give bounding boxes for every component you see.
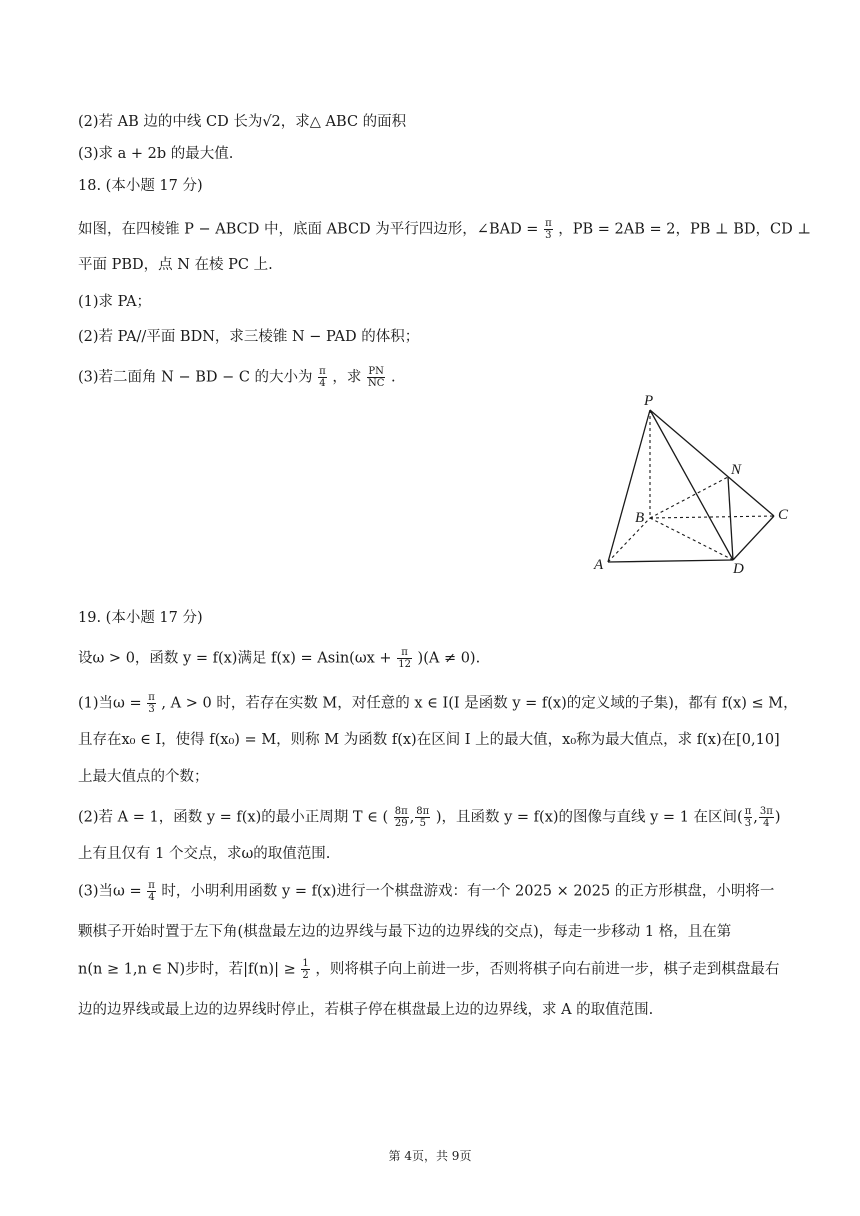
fraction-numerator: π xyxy=(744,806,752,817)
fraction-denominator: NC xyxy=(367,378,385,389)
label-A: A xyxy=(594,557,604,573)
omega-fraction xyxy=(147,880,156,903)
omega-fraction xyxy=(147,692,156,715)
fraction-denominator: 3 xyxy=(744,818,752,829)
q17-part3: (3)求 a + 2b 的最大值. xyxy=(78,146,234,162)
edge-PD xyxy=(650,410,733,560)
q19-p3-text-a: n(n ≥ 1,n ∈ N)步时，若|f(n)| ≥ xyxy=(78,961,296,978)
label-C: C xyxy=(778,507,789,523)
fraction-denominator: 5 xyxy=(419,818,426,829)
edge-PA xyxy=(608,410,650,562)
fraction-denominator: 12 xyxy=(398,659,411,670)
fraction-numerator: π xyxy=(545,218,552,229)
label-P: P xyxy=(644,393,654,409)
q18-part3-text-c: . xyxy=(390,369,396,386)
edge-ND xyxy=(728,477,733,560)
q19-stem-text-a: 设ω > 0，函数 y = f(x)满足 f(x) = Asin(ωx + xyxy=(78,650,392,667)
fraction-numerator: π xyxy=(319,366,326,377)
q19-p2-text-c: ) xyxy=(774,809,781,826)
fraction-denominator: 4 xyxy=(319,378,326,389)
edge-PC xyxy=(650,410,774,516)
q18-stem-line1 xyxy=(78,218,811,241)
q19-p2-line2: 上有且仅有 1 个交点，求ω的取值范围. xyxy=(78,846,331,862)
q19-p2-text-b: )，且函数 y = f(x)的图像与直线 y = 1 在区间( xyxy=(435,809,743,826)
label-B: B xyxy=(635,510,645,526)
q19-p3-text-b: 时，小明利用函数 y = f(x)进行一个棋盘游戏：有一个 2025 × 2025 的正方形棋盘，小明将一 xyxy=(161,883,775,900)
edge-BD-hidden xyxy=(650,518,733,560)
q19-p2-text-a: (2)若 A = 1，函数 y = f(x)的最小正周期 T ∈ ( xyxy=(78,809,389,826)
q18-stem-text-a: 如图，在四棱锥 P − ABCD 中，底面 ABCD 为平行四边形，∠BAD = xyxy=(78,221,539,238)
fraction-numerator: π xyxy=(397,647,412,659)
page-footer: 第 4页，共 9页 xyxy=(388,1149,472,1163)
separator: , xyxy=(409,809,415,826)
q17-part2: (2)若 AB 边的中线 CD 长为√2，求△ ABC 的面积 xyxy=(78,114,407,130)
q19-p3-line2: 颗棋子开始时置于左下角(棋盘最左边的边界线与最下边的边界线的交点)，每走一步移动 1 格，且在第 xyxy=(78,924,732,940)
fraction-denominator: 3 xyxy=(545,230,552,241)
angle-fraction xyxy=(544,218,553,241)
q19-stem-text-b: )(A ≠ 0). xyxy=(417,650,481,667)
fraction-numerator: 8π xyxy=(394,806,408,817)
q19-p3-line4: 边的边界线或最上边的边界线时停止，若棋子停在棋盘最上边的边界线，求 A 的取值范围. xyxy=(78,1002,654,1018)
q19-p1-line2: 且存在x₀ ∈ I，使得 f(x₀) = M，则称 M 为函数 f(x)在区间 I 上的最大值，x₀称为最大值点，求 f(x)在[0,10] xyxy=(78,732,780,748)
edge-DC xyxy=(733,516,774,560)
fraction-numerator: PN xyxy=(368,366,384,377)
q18-part1: (1)求 PA； xyxy=(78,294,152,310)
q18-part3 xyxy=(78,366,396,389)
fraction-denominator: 2 xyxy=(302,970,309,981)
ratio-fraction xyxy=(367,366,385,389)
period-fraction-upper xyxy=(415,806,430,829)
q19-p3-line3 xyxy=(78,958,779,981)
fraction-numerator: 1 xyxy=(302,958,309,969)
q19-stem xyxy=(78,647,480,670)
q18-stem-line2: 平面 PBD，点 N 在棱 PC 上. xyxy=(78,257,273,273)
q19-header: 19. (本小题 17 分) xyxy=(78,610,203,626)
fraction-numerator: π xyxy=(148,692,155,703)
label-D: D xyxy=(733,561,744,575)
fraction-numerator: 8π xyxy=(416,806,430,817)
edge-AD xyxy=(608,560,733,562)
q18-part3-text-a: (3)若二面角 N − BD − C 的大小为 xyxy=(78,369,313,386)
half-fraction xyxy=(301,958,309,981)
q19-p1-line1 xyxy=(78,692,798,715)
q18-header: 18. (本小题 17 分) xyxy=(78,178,203,194)
period-fraction-lower xyxy=(394,806,409,829)
q19-p3-line1 xyxy=(78,880,774,903)
interval-fraction-lower xyxy=(744,806,753,829)
interval-fraction-upper xyxy=(759,806,774,829)
q18-part3-text-b: ，求 xyxy=(332,369,362,386)
q19-p1-text-a: (1)当ω = xyxy=(78,695,142,712)
fraction-denominator: 29 xyxy=(394,818,408,829)
angle-fraction xyxy=(318,366,327,389)
pyramid-figure xyxy=(588,390,798,575)
q18-stem-text-b: ，PB = 2AB = 2，PB ⊥ BD，CD ⊥ xyxy=(558,221,811,238)
q19-p3-text-a: (3)当ω = xyxy=(78,883,142,900)
fraction-denominator: 3 xyxy=(148,704,155,715)
q19-p1-line3: 上最大值点的个数； xyxy=(78,769,209,785)
fraction-denominator: 4 xyxy=(763,818,770,829)
q19-p3-text-b: ，则将棋子向上前进一步，否则将棋子向右前进一步，棋子走到棋盘最右 xyxy=(315,961,780,978)
phase-fraction xyxy=(397,647,412,670)
label-N: N xyxy=(731,462,742,478)
fraction-numerator: 3π xyxy=(759,806,773,817)
q19-p1-text-b: , A > 0 时，若存在实数 M，对任意的 x ∈ I(I 是函数 y = f(x)的定义域的子集)，都有 f(x) ≤ M， xyxy=(161,695,798,712)
separator: , xyxy=(753,809,758,826)
edge-BN-hidden xyxy=(650,477,728,518)
q19-p2-line1 xyxy=(78,806,780,829)
fraction-numerator: π xyxy=(148,880,155,891)
edge-BC-hidden xyxy=(650,516,774,518)
fraction-denominator: 4 xyxy=(148,892,155,903)
q18-part2: (2)若 PA//平面 BDN，求三棱锥 N − PAD 的体积； xyxy=(78,329,420,345)
